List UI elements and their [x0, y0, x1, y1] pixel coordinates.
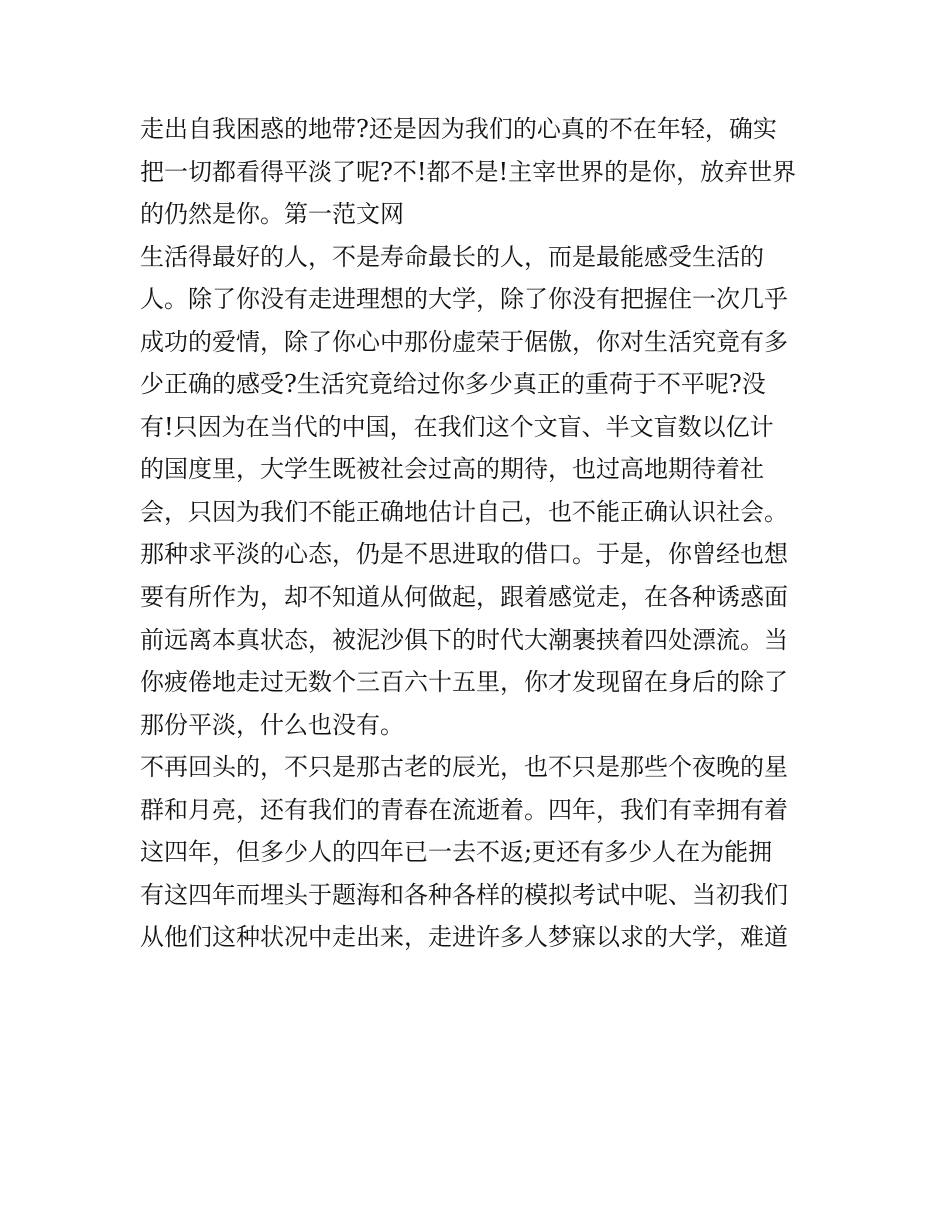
- text-line: 会，只因为我们不能正确地估计自己，也不能正确认识社会。: [140, 497, 788, 526]
- text-line: 少正确的感受?生活究竟给过你多少真正的重荷于不平呢?没: [140, 370, 766, 399]
- text-line: 有这四年而埋头于题海和各种各样的模拟考试中呢、当初我们: [140, 880, 788, 909]
- text-line: 人。除了你没有走进理想的大学，除了你没有把握住一次几乎: [140, 285, 788, 314]
- text-line: 从他们这种状况中走出来，走进许多人梦寐以求的大学，难道: [140, 923, 788, 952]
- text-line: 生活得最好的人，不是寿命最长的人，而是最能感受生活的: [140, 242, 764, 271]
- text-line: 的国度里，大学生既被社会过高的期待，也过高地期待着社: [140, 455, 764, 484]
- text-line: 把一切都看得平淡了呢?不!都不是!主宰世界的是你，放弃世界: [140, 157, 797, 186]
- text-line: 群和月亮，还有我们的青春在流逝着。四年，我们有幸拥有着: [140, 795, 788, 824]
- text-line: 那种求平淡的心态，仍是不思进取的借口。于是，你曾经也想: [140, 540, 788, 569]
- text-line: 要有所作为，却不知道从何做起，跟着感觉走，在各种诱惑面: [140, 583, 788, 612]
- text-line: 的仍然是你。第一范文网: [140, 200, 404, 229]
- text-line: 这四年，但多少人的四年已一去不返;更还有多少人在为能拥: [140, 838, 773, 867]
- body-text: [140, 108, 820, 959]
- text-line: 你疲倦地走过无数个三百六十五里，你才发现留在身后的除了: [140, 668, 788, 697]
- text-line: 不再回头的，不只是那古老的辰光，也不只是那些个夜晚的星: [140, 753, 788, 782]
- text-line: 走出自我困惑的地带?还是因为我们的心真的不在年轻，确实: [140, 115, 777, 143]
- text-line: 成功的爱情，除了你心中那份虚荣于倨傲，你对生活究竟有多: [140, 327, 788, 356]
- text-line: 那份平淡，什么也没有。: [140, 710, 404, 739]
- text-line: 前远离本真状态，被泥沙俱下的时代大潮裹挟着四处漂流。当: [140, 625, 788, 654]
- text-line: 有!只因为在当代的中国，在我们这个文盲、半文盲数以亿计: [140, 412, 774, 441]
